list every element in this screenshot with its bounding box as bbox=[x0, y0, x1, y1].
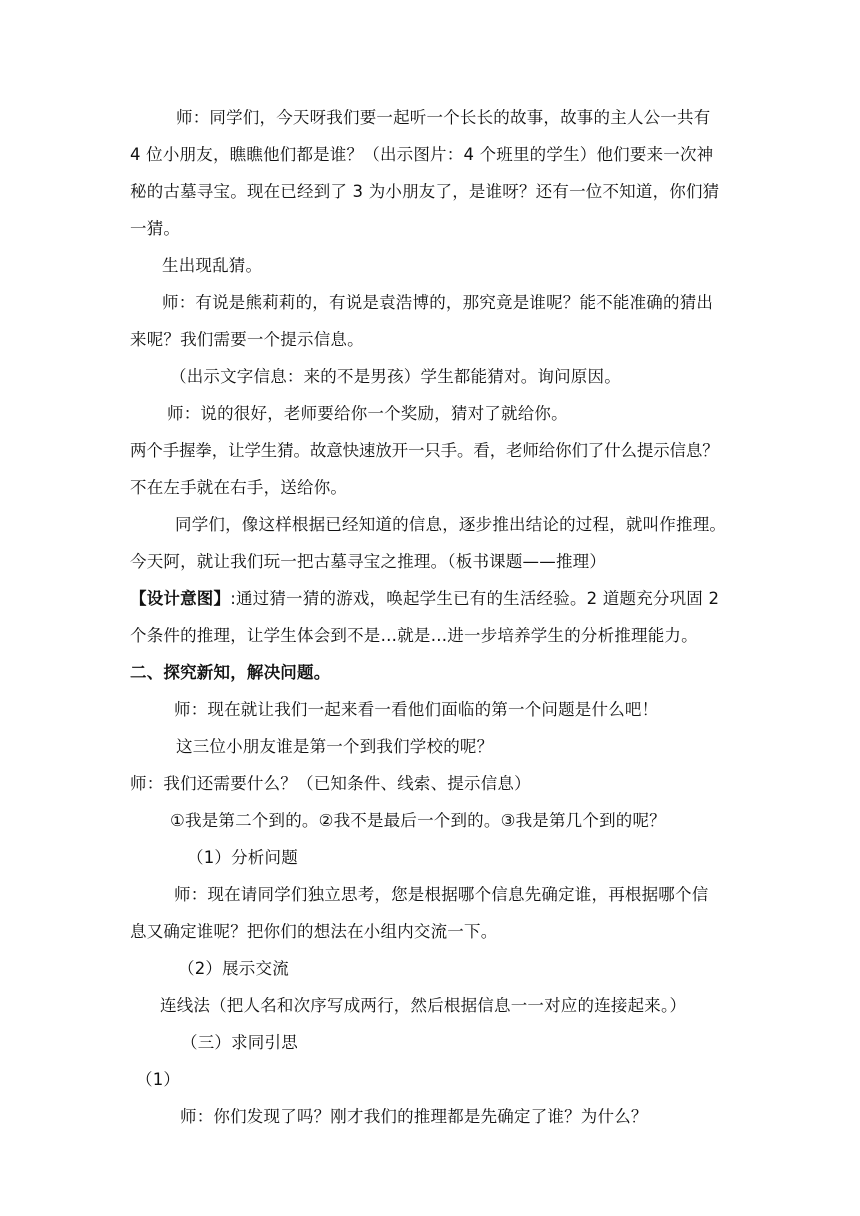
paragraph-line: 同学们，像这样根据已经知道的信息，逐步推出结论的过程，就叫作推理。 bbox=[175, 515, 727, 534]
paragraph-line: 师：同学们，今天呀我们要一起听一个长长的故事，故事的主人公一共有 bbox=[176, 108, 711, 127]
paragraph-line: 个条件的推理，让学生体会到不是…就是…进一步培养学生的分析推理能力。 bbox=[130, 626, 698, 645]
paragraph-line: ①我是第二个到的。②我不是最后一个到的。③我是第几个到的呢？ bbox=[170, 811, 666, 830]
subsection-heading: （2）展示交流 bbox=[178, 959, 289, 978]
paragraph-line: 生出现乱猜。 bbox=[162, 256, 263, 275]
paragraph-line: 师：说的很好，老师要给你一个奖励，猜对了就给你。 bbox=[167, 404, 568, 423]
paragraph-line: 秘的古墓寻宝。现在已经到了 3 为小朋友了，是谁呀？还有一位不知道，你们猜 bbox=[130, 182, 720, 201]
paragraph-line: 一猜。 bbox=[130, 219, 181, 238]
paragraph-line: 不在左手就在右手，送给你。 bbox=[130, 478, 348, 497]
paragraph-line: 这三位小朋友谁是第一个到我们学校的呢？ bbox=[176, 737, 494, 756]
design-intent-line bbox=[130, 588, 719, 610]
paragraph-line: 师：现在就让我们一起来看一看他们面临的第一个问题是什么吧！ bbox=[174, 700, 659, 719]
paragraph-line: （出示文字信息：来的不是男孩）学生都能猜对。询问原因。 bbox=[170, 367, 621, 386]
paragraph-line: 连线法（把人名和次序写成两行，然后根据信息一一对应的连接起来。） bbox=[160, 996, 687, 1015]
paragraph-line: 师：你们发现了吗？刚才我们的推理都是先确定了谁？为什么？ bbox=[180, 1107, 648, 1126]
paragraph-line: 师：我们还需要什么？（已知条件、线索、提示信息） bbox=[130, 774, 531, 793]
paragraph-line: 两个手握拳，让学生猜。故意快速放开一只手。看，老师给你们了什么提示信息？ bbox=[130, 441, 719, 460]
design-intent-text: :通过猜一猜的游戏，唤起学生已有的生活经验。2 道题充分巩固 2 bbox=[230, 589, 720, 608]
paragraph-line: 4 位小朋友，瞧瞧他们都是谁？（出示图片：4 个班里的学生）他们要来一次神 bbox=[130, 145, 714, 164]
subsection-heading: （1）分析问题 bbox=[187, 848, 298, 867]
paragraph-line: 来呢？我们需要一个提示信息。 bbox=[130, 330, 364, 349]
paragraph-line: 息又确定谁呢？把你们的想法在小组内交流一下。 bbox=[130, 922, 498, 941]
subsection-heading: （三）求同引思 bbox=[181, 1033, 298, 1052]
paragraph-line: 师：有说是熊莉莉的，有说是袁浩博的，那究竟是谁呢？能不能准确的猜出 bbox=[162, 293, 714, 312]
paragraph-line: 师：现在请同学们独立思考，您是根据哪个信息先确定谁，再根据哪个信 bbox=[174, 885, 709, 904]
section-heading: 二、探究新知，解决问题。 bbox=[130, 663, 331, 682]
design-intent-label: 【设计意图】 bbox=[130, 589, 231, 608]
list-marker: （1） bbox=[136, 1070, 181, 1089]
paragraph-line: 今天阿，就让我们玩一把古墓寻宝之推理。（板书课题——推理） bbox=[130, 552, 607, 571]
